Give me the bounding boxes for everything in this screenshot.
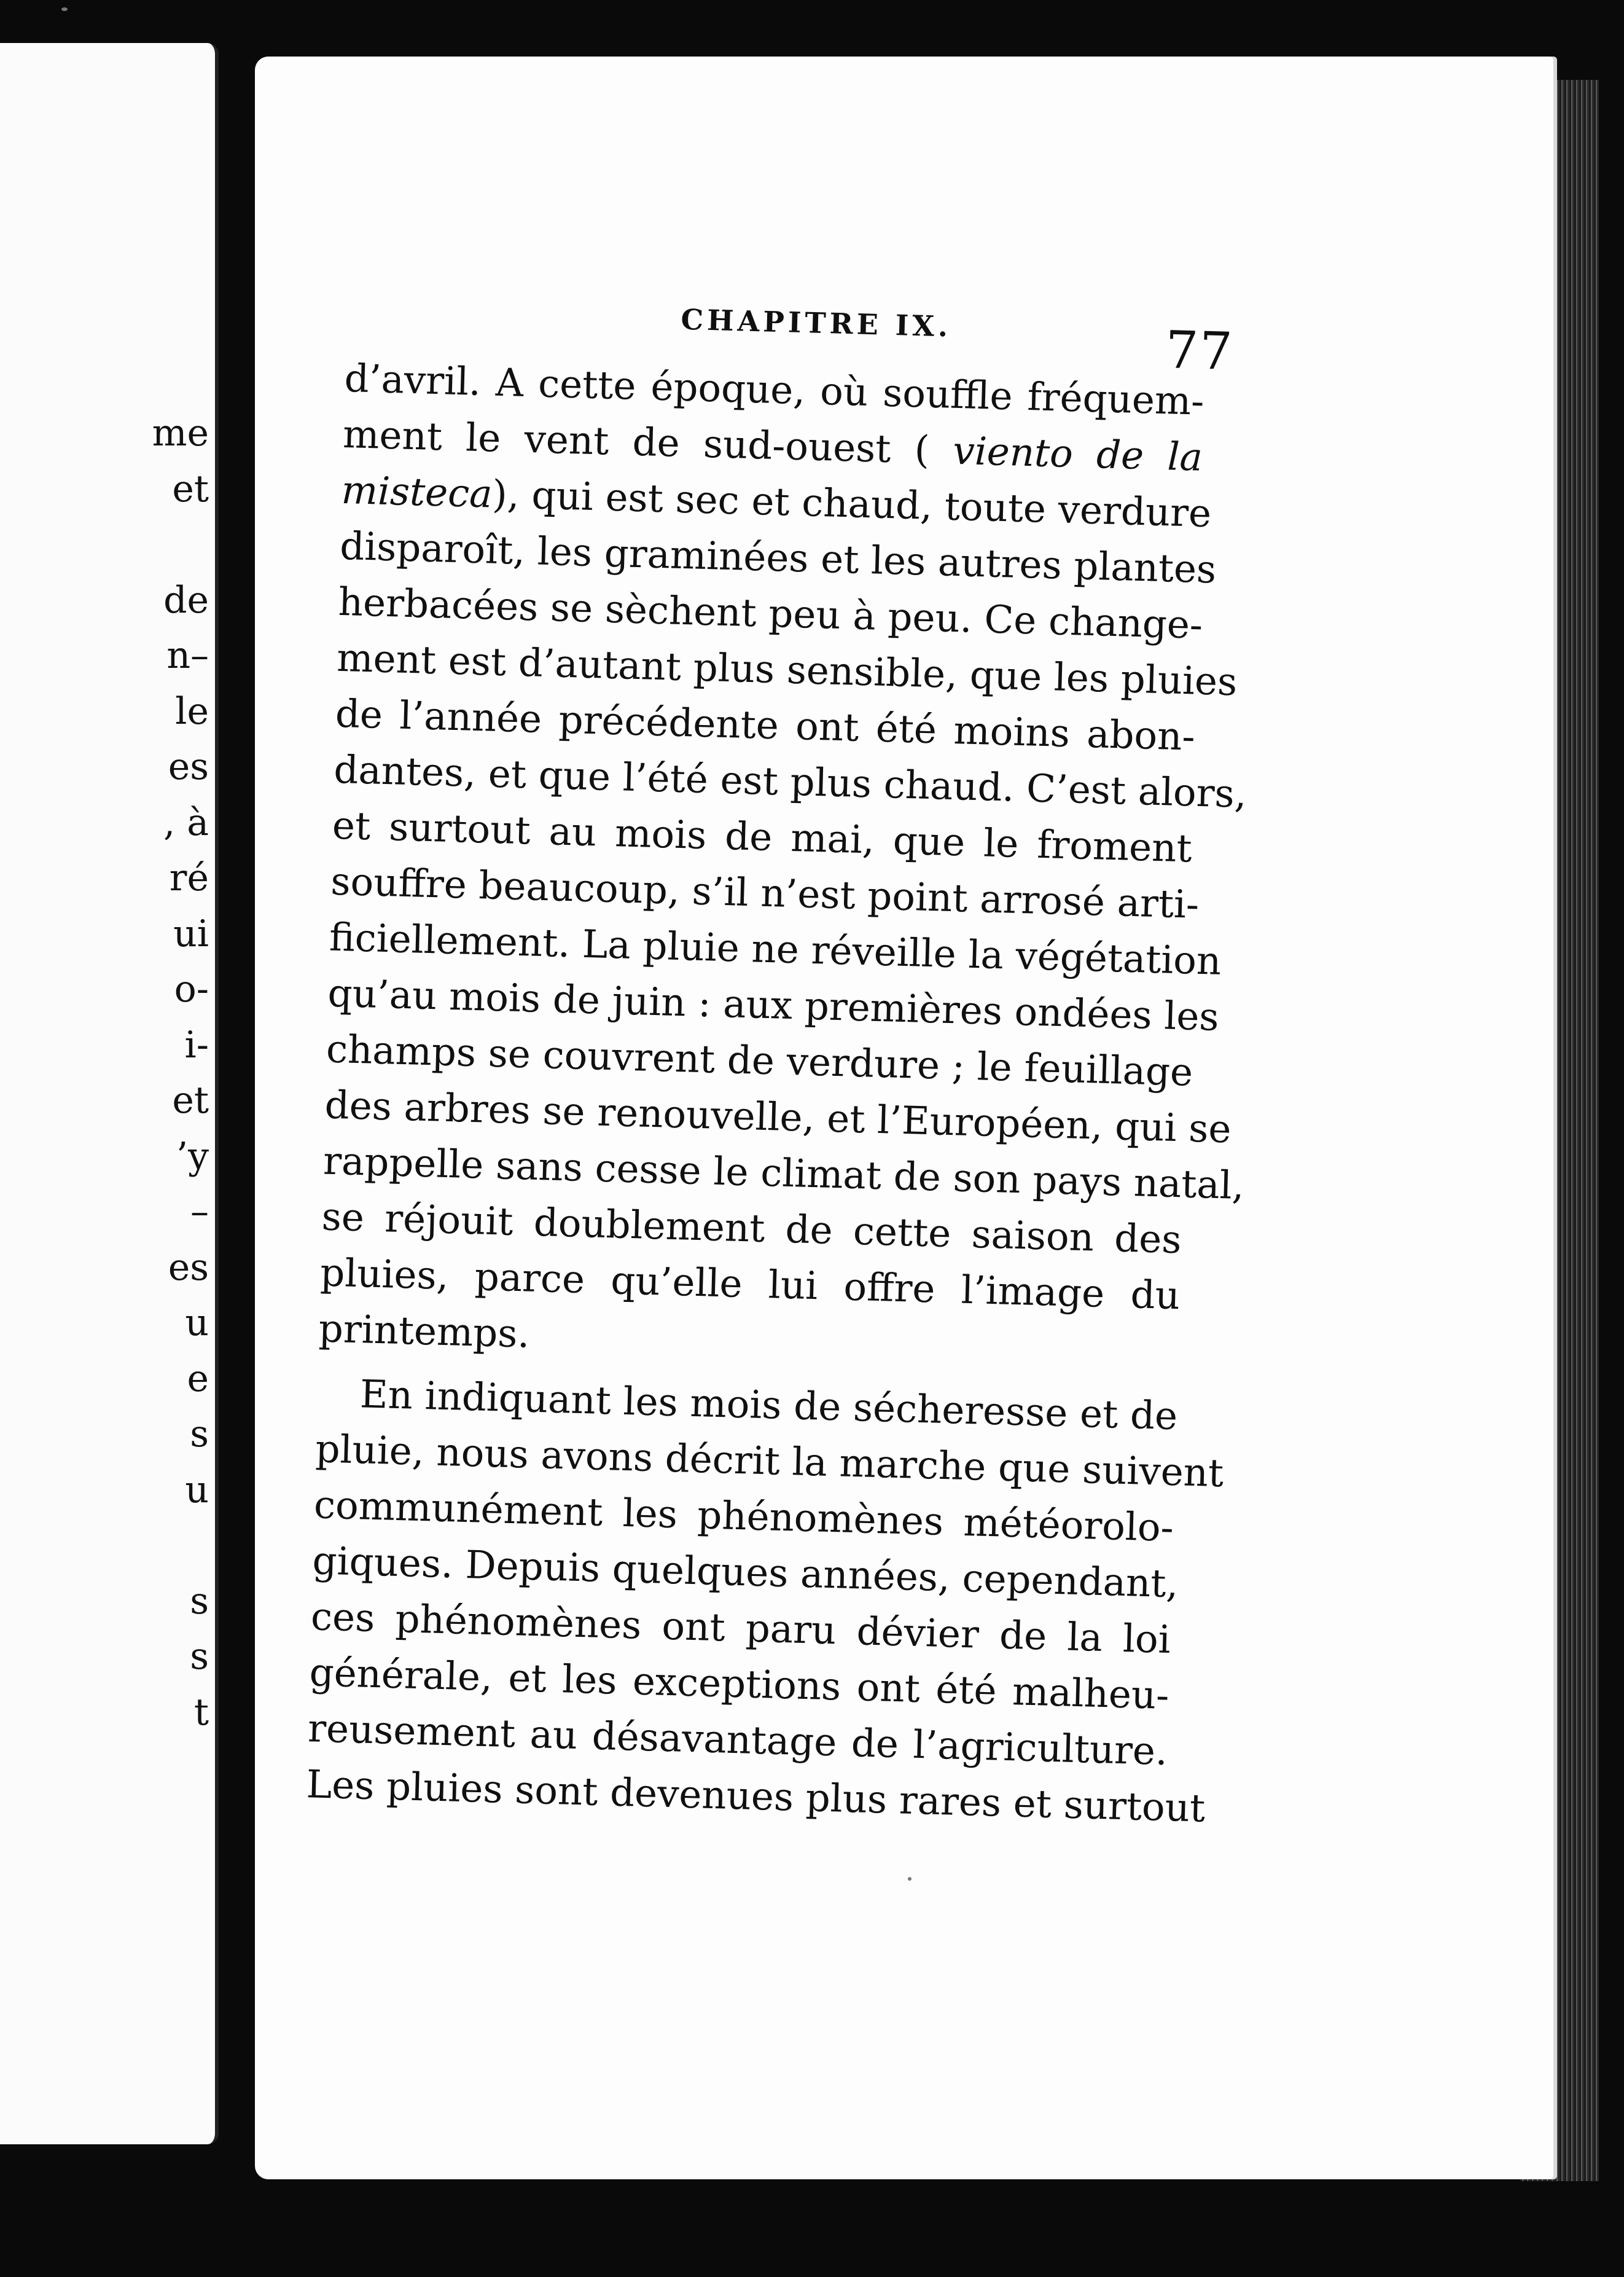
text-line: rappelle sans cesse le climat de son pays natal, [322,1138,1245,1209]
text-line: ces phénomènes ont paru dévier de la loi [310,1594,1171,1663]
text-line: générale, et les exceptions ont été malheu- [308,1650,1170,1719]
left-fragment: ’y [176,1134,209,1178]
text-line: des arbres se renouvelle, et l’Européen, qui se [324,1082,1232,1152]
text-line: pluies, parce qu’elle lui offre l’image du [319,1250,1181,1319]
left-fragment: et [172,467,209,511]
left-fragment: i- [184,1023,209,1067]
text-line: pluie, nous avons décrit la marche que suivent [314,1426,1225,1496]
italic-phrase: misteca [340,467,493,517]
left-page-text-fragments [111,406,209,1740]
left-fragment: u [185,1468,209,1511]
left-fragment: le [175,689,209,733]
left-fragment: es [168,745,209,788]
left-fragment: n– [166,634,209,677]
left-fragment: s [190,1579,209,1623]
italic-phrase: viento de la [952,428,1203,480]
left-fragment [111,517,209,573]
left-fragment: ui [173,912,209,955]
text-line: se réjouit doublement de cette saison des [321,1194,1182,1263]
left-fragment: t [193,1690,209,1734]
left-fragment: s [190,1413,209,1456]
text-line: disparoît, les graminées et les autres plantes [339,523,1217,592]
text-line: d’avril. A cette époque, où souffle fréquem- [343,355,1205,424]
left-fragment: – [190,1190,209,1233]
left-fragment: ré [169,856,209,899]
text-line: champs se couvrent de verdure ; le feuillage [326,1026,1194,1095]
page-text-block [305,283,1247,1835]
text-line: Les pluies sont devenues plus rares et surtout [305,1762,1206,1831]
left-fragment: de [163,578,209,622]
text-line: souffre beaucoup, s’il n’est point arrosé arti- [330,858,1200,927]
left-fragment: o- [174,968,209,1011]
left-fragment: e [187,1357,209,1400]
text-line: communément les phénomènes météorolo- [313,1482,1174,1551]
page-number: 77 [1165,319,1235,382]
text-line: giques. Depuis quelques années, cependant, [311,1538,1179,1607]
left-fragment: me [152,412,209,455]
text-line: ment est d’autant plus sensible, que les pluies [336,635,1238,705]
text-line: printemps. [318,1306,531,1357]
text-run: ment le vent de sud-ouest ( [342,411,931,472]
dust-speck [908,1877,912,1881]
text-line: qu’au mois de juin : aux premières ondées les [327,970,1220,1040]
left-fragment: es [168,1245,209,1289]
text-line: reusement au désavantage de l’agriculture. [307,1706,1168,1774]
left-fragment: et [172,1079,209,1122]
text-line: dantes, et que l’été est plus chaud. C’est alors, [333,747,1247,817]
text-line: En indiquant les mois de sécheresse et de [359,1371,1179,1439]
text-run: ), qui est sec et chaud, toute verdure [491,471,1212,536]
chapter-heading: CHAPITRE IX. [680,302,952,343]
left-fragment: u [185,1301,209,1344]
text-line: herbacées se sèchent peu à peu. Ce change- [337,579,1203,648]
text-line: de l’année précédente ont été moins abon- [335,691,1196,759]
paragraph [305,1365,1225,1835]
text-line: et surtout au mois de mai, que le froment [332,802,1193,871]
left-page [0,43,219,2144]
left-fragment: , à [163,801,209,844]
left-fragment: s [190,1635,209,1678]
left-fragment [111,1518,209,1574]
text-line: ficiellement. La pluie ne réveille la végétation [329,914,1222,984]
dust-speck [61,7,68,11]
